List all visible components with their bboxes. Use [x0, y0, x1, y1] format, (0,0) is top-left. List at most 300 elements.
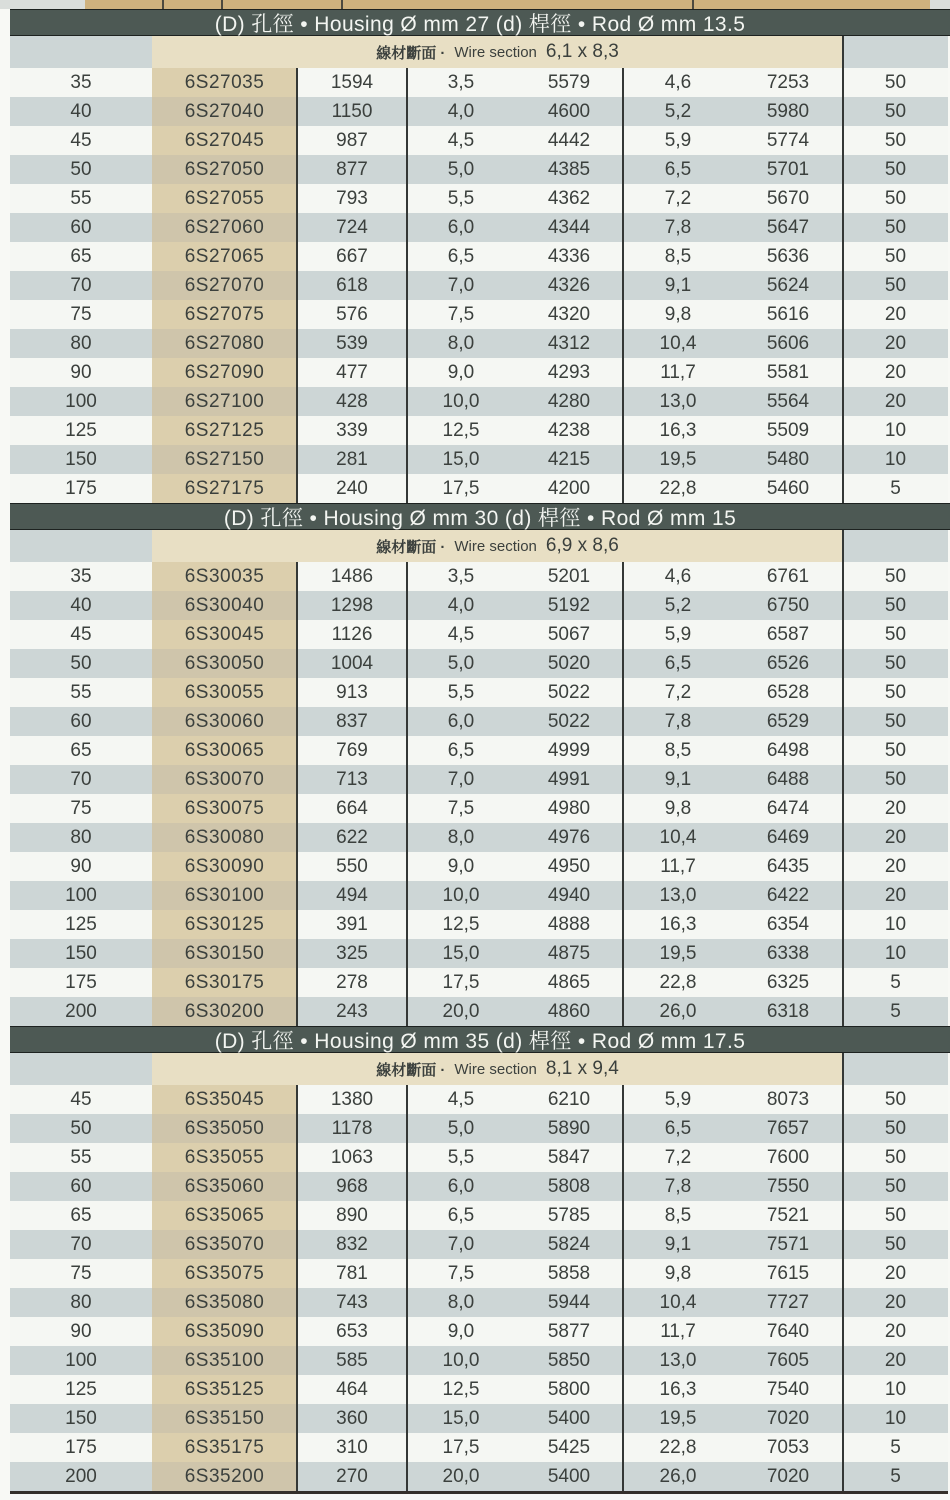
- stroke-cell: 45: [70, 624, 92, 645]
- column-divider: [842, 1053, 844, 1085]
- qty-cell: 50: [884, 246, 907, 267]
- value-cell: 428: [336, 391, 368, 412]
- table-row: [10, 881, 948, 910]
- table-row: [10, 939, 948, 968]
- stroke-cell: 175: [65, 478, 97, 499]
- divider-line: [692, 0, 694, 9]
- value-cell: 5785: [547, 1205, 591, 1226]
- part-number-cell: 6S30090: [152, 852, 297, 881]
- table-row: [10, 678, 948, 707]
- value-cell: 7605: [766, 1350, 810, 1371]
- value-cell: 5847: [547, 1147, 591, 1168]
- value-cell: 7020: [766, 1408, 810, 1429]
- part-number-cell: 6S27050: [152, 155, 297, 184]
- value-cell: 7,2: [664, 188, 692, 209]
- value-cell: 278: [336, 972, 368, 993]
- value-cell: 26,0: [659, 1001, 697, 1022]
- value-cell: 9,1: [664, 1234, 692, 1255]
- part-number-cell: 6S30065: [152, 736, 297, 765]
- table-row: [10, 1288, 948, 1317]
- value-cell: 13,0: [659, 1350, 697, 1371]
- stroke-cell: 65: [70, 246, 92, 267]
- value-cell: 4991: [547, 769, 591, 790]
- value-cell: 22,8: [659, 972, 697, 993]
- table-row: [10, 300, 948, 329]
- part-number-cell: 6S35065: [152, 1201, 297, 1230]
- value-cell: 7020: [766, 1466, 810, 1487]
- qty-cell: 50: [884, 217, 907, 238]
- value-cell: 667: [336, 246, 368, 267]
- value-cell: 1178: [331, 1118, 373, 1139]
- value-cell: 7053: [766, 1437, 810, 1458]
- value-cell: 7657: [766, 1118, 810, 1139]
- qty-cell: 50: [884, 188, 907, 209]
- value-cell: 7,5: [447, 1263, 475, 1284]
- table-row: [10, 97, 948, 126]
- value-cell: 5,2: [664, 595, 692, 616]
- value-cell: 4600: [547, 101, 591, 122]
- stroke-cell: 75: [70, 798, 92, 819]
- table-row: [10, 1201, 948, 1230]
- qty-cell: 5: [890, 478, 901, 499]
- value-cell: 4875: [547, 943, 591, 964]
- value-cell: 4442: [547, 130, 591, 151]
- value-cell: 724: [336, 217, 368, 238]
- value-cell: 4344: [547, 217, 591, 238]
- column-divider: [406, 562, 408, 1026]
- value-cell: 6,0: [447, 217, 475, 238]
- value-cell: 968: [336, 1176, 368, 1197]
- part-number-cell: 6S30175: [152, 968, 297, 997]
- table-row: [10, 387, 948, 416]
- qty-cell: 50: [884, 130, 907, 151]
- part-number-cell: 6S30100: [152, 881, 297, 910]
- value-cell: 6,5: [447, 740, 475, 761]
- qty-cell: 50: [884, 566, 907, 587]
- value-cell: 5400: [547, 1466, 591, 1487]
- qty-cell: 50: [884, 1176, 907, 1197]
- value-cell: 19,5: [659, 449, 697, 470]
- wire-section-value: 6,1 x 8,3: [545, 41, 619, 62]
- value-cell: 5,9: [664, 1089, 692, 1110]
- stroke-cell: 35: [70, 566, 92, 587]
- table-row: [10, 1230, 948, 1259]
- part-number-cell: 6S30035: [152, 562, 297, 591]
- part-number-cell: 6S35125: [152, 1375, 297, 1404]
- table-row: [10, 620, 948, 649]
- value-cell: 7253: [766, 72, 810, 93]
- value-cell: 7550: [766, 1176, 810, 1197]
- value-cell: 832: [336, 1234, 368, 1255]
- part-number-cell: 6S27065: [152, 242, 297, 271]
- value-cell: 4362: [547, 188, 591, 209]
- qty-cell: 10: [884, 449, 907, 470]
- qty-cell: 50: [884, 682, 907, 703]
- value-cell: 4312: [547, 333, 591, 354]
- section-header-bar: [10, 1026, 950, 1053]
- qty-cell: 20: [884, 798, 907, 819]
- qty-cell: 10: [884, 943, 907, 964]
- qty-cell: 20: [884, 1350, 907, 1371]
- previous-table-edge: [0, 0, 950, 9]
- column-divider: [842, 1085, 844, 1491]
- part-number-cell: 6S30125: [152, 910, 297, 939]
- stroke-cell: 55: [70, 1147, 92, 1168]
- wire-label-english: Wire section: [454, 1060, 537, 1078]
- part-number-cell: 6S27040: [152, 97, 297, 126]
- table-bottom-border: [10, 1491, 948, 1494]
- value-cell: 4320: [547, 304, 591, 325]
- qty-cell: 20: [884, 362, 907, 383]
- stroke-cell: 75: [70, 304, 92, 325]
- table-row: [10, 736, 948, 765]
- stroke-cell: 65: [70, 740, 92, 761]
- table-row: [10, 213, 948, 242]
- wire-section-label: [152, 36, 843, 68]
- part-number-cell: 6S27045: [152, 126, 297, 155]
- stroke-cell: 175: [65, 1437, 97, 1458]
- value-cell: 1063: [330, 1147, 374, 1168]
- value-cell: 1150: [331, 101, 373, 122]
- value-cell: 9,1: [664, 275, 692, 296]
- wire-row-right-panel: [843, 1053, 948, 1085]
- value-cell: 5824: [547, 1234, 591, 1255]
- table-row: [10, 329, 948, 358]
- value-cell: 6,5: [447, 1205, 475, 1226]
- value-cell: 8,0: [447, 1292, 475, 1313]
- table-row: [10, 1346, 948, 1375]
- part-number-cell: 6S35045: [152, 1085, 297, 1114]
- table-row: [10, 649, 948, 678]
- value-cell: 5192: [547, 595, 591, 616]
- table-row: [10, 1143, 948, 1172]
- stroke-cell: 175: [65, 972, 97, 993]
- value-cell: 6469: [766, 827, 810, 848]
- value-cell: 4326: [547, 275, 591, 296]
- table-row: [10, 1114, 948, 1143]
- value-cell: 7,0: [447, 275, 475, 296]
- value-cell: 5579: [547, 72, 591, 93]
- stroke-cell: 80: [70, 827, 92, 848]
- qty-cell: 10: [884, 420, 907, 441]
- qty-cell: 50: [884, 769, 907, 790]
- table-row: [10, 562, 948, 591]
- value-cell: 10,0: [442, 391, 480, 412]
- value-cell: 8073: [766, 1089, 810, 1110]
- value-cell: 877: [336, 159, 368, 180]
- value-cell: 7,0: [447, 769, 475, 790]
- table-row: [10, 997, 948, 1026]
- qty-cell: 50: [884, 740, 907, 761]
- value-cell: 3,5: [447, 72, 475, 93]
- stroke-cell: 50: [70, 1118, 92, 1139]
- table-row: [10, 968, 948, 997]
- value-cell: 5067: [547, 624, 591, 645]
- value-cell: 12,5: [442, 420, 480, 441]
- stroke-cell: 60: [70, 1176, 92, 1197]
- value-cell: 4,0: [447, 595, 475, 616]
- value-cell: 6529: [766, 711, 810, 732]
- value-cell: 7,8: [664, 217, 692, 238]
- part-number-cell: 6S30075: [152, 794, 297, 823]
- column-divider: [842, 36, 844, 68]
- value-cell: 4,5: [447, 624, 475, 645]
- value-cell: 4860: [547, 1001, 591, 1022]
- value-cell: 5980: [766, 101, 810, 122]
- part-number-cell: 6S35200: [152, 1462, 297, 1491]
- value-cell: 5636: [766, 246, 810, 267]
- stroke-cell: 90: [70, 1321, 92, 1342]
- stroke-cell: 65: [70, 1205, 92, 1226]
- value-cell: 5606: [766, 333, 810, 354]
- stroke-cell: 150: [65, 1408, 97, 1429]
- table-row: [10, 852, 948, 881]
- column-divider: [842, 562, 844, 1026]
- qty-cell: 20: [884, 827, 907, 848]
- qty-cell: 50: [884, 624, 907, 645]
- value-cell: 5701: [766, 159, 810, 180]
- qty-cell: 50: [884, 275, 907, 296]
- value-cell: 6422: [766, 885, 810, 906]
- part-number-cell: 6S27150: [152, 445, 297, 474]
- stroke-cell: 60: [70, 217, 92, 238]
- value-cell: 7,8: [664, 711, 692, 732]
- value-cell: 713: [336, 769, 368, 790]
- value-cell: 26,0: [659, 1466, 697, 1487]
- value-cell: 16,3: [659, 1379, 697, 1400]
- qty-cell: 20: [884, 333, 907, 354]
- value-cell: 20,0: [442, 1466, 480, 1487]
- value-cell: 16,3: [659, 420, 697, 441]
- divider-line: [162, 0, 164, 9]
- qty-cell: 50: [884, 653, 907, 674]
- value-cell: 6498: [766, 740, 810, 761]
- value-cell: 4280: [547, 391, 591, 412]
- qty-cell: 50: [884, 1205, 907, 1226]
- value-cell: 5564: [766, 391, 810, 412]
- value-cell: 4,0: [447, 101, 475, 122]
- value-cell: 11,7: [660, 362, 696, 383]
- wire-label-chinese: 線材斷面 ·: [376, 44, 446, 62]
- wire-section-value: 6,9 x 8,6: [545, 535, 619, 556]
- wire-row-left-panel: [10, 1053, 152, 1085]
- value-cell: 8,0: [447, 333, 475, 354]
- value-cell: 7615: [766, 1263, 810, 1284]
- table-row: [10, 591, 948, 620]
- part-number-cell: 6S27055: [152, 184, 297, 213]
- value-cell: 4980: [547, 798, 591, 819]
- stroke-cell: 100: [65, 1350, 97, 1371]
- part-number-cell: 6S30050: [152, 649, 297, 678]
- stroke-cell: 70: [70, 275, 92, 296]
- value-cell: 4950: [547, 856, 591, 877]
- qty-cell: 20: [884, 1263, 907, 1284]
- value-cell: 6,5: [664, 653, 692, 674]
- divider-line: [341, 0, 343, 9]
- wire-section-row: [10, 1053, 948, 1085]
- value-cell: 781: [336, 1263, 368, 1284]
- stroke-cell: 40: [70, 101, 92, 122]
- column-divider: [296, 1085, 298, 1491]
- table-row: [10, 271, 948, 300]
- value-cell: 5,0: [447, 653, 475, 674]
- value-cell: 5858: [547, 1263, 591, 1284]
- value-cell: 6325: [766, 972, 810, 993]
- part-number-cell: 6S27125: [152, 416, 297, 445]
- value-cell: 9,8: [664, 798, 692, 819]
- value-cell: 5480: [766, 449, 810, 470]
- value-cell: 12,5: [442, 914, 480, 935]
- qty-cell: 5: [890, 1001, 901, 1022]
- section-header-text: (D) 孔徑 • Housing Ø mm 30 (d) 桿徑 • Rod Ø mm 15: [223, 506, 737, 530]
- table-row: [10, 765, 948, 794]
- value-cell: 6210: [547, 1089, 591, 1110]
- stroke-cell: 150: [65, 449, 97, 470]
- value-cell: 9,0: [447, 1321, 475, 1342]
- value-cell: 13,0: [659, 391, 697, 412]
- value-cell: 270: [336, 1466, 368, 1487]
- section-rows: [10, 68, 948, 503]
- column-divider: [622, 562, 624, 1026]
- value-cell: 4215: [547, 449, 591, 470]
- qty-cell: 10: [884, 914, 907, 935]
- value-cell: 5425: [547, 1437, 591, 1458]
- part-number-cell: 6S27070: [152, 271, 297, 300]
- value-cell: 5022: [547, 682, 591, 703]
- part-number-cell: 6S35060: [152, 1172, 297, 1201]
- stroke-cell: 35: [70, 72, 92, 93]
- value-cell: 550: [336, 856, 368, 877]
- value-cell: 743: [336, 1292, 368, 1313]
- value-cell: 5800: [547, 1379, 591, 1400]
- stroke-cell: 125: [65, 1379, 97, 1400]
- value-cell: 5647: [766, 217, 810, 238]
- stroke-cell: 80: [70, 333, 92, 354]
- table-row: [10, 910, 948, 939]
- value-cell: 17,5: [442, 478, 480, 499]
- qty-cell: 20: [884, 885, 907, 906]
- section-header-text: (D) 孔徑 • Housing Ø mm 35 (d) 桿徑 • Rod Ø mm 17.5: [214, 1029, 746, 1053]
- value-cell: 310: [336, 1437, 368, 1458]
- table-row: [10, 823, 948, 852]
- part-number-cell: 6S35075: [152, 1259, 297, 1288]
- stroke-cell: 60: [70, 711, 92, 732]
- stroke-cell: 100: [65, 391, 97, 412]
- value-cell: 17,5: [442, 1437, 480, 1458]
- value-cell: 10,4: [659, 827, 697, 848]
- value-cell: 5850: [547, 1350, 591, 1371]
- value-cell: 19,5: [659, 1408, 697, 1429]
- part-number-cell: 6S30045: [152, 620, 297, 649]
- value-cell: 4976: [547, 827, 591, 848]
- value-cell: 5,9: [664, 624, 692, 645]
- table-row: [10, 1259, 948, 1288]
- value-cell: 4999: [547, 740, 591, 761]
- qty-cell: 5: [890, 1466, 901, 1487]
- table-row: [10, 1375, 948, 1404]
- value-cell: 6338: [766, 943, 810, 964]
- table-row: [10, 242, 948, 271]
- value-cell: 5022: [547, 711, 591, 732]
- value-cell: 7,2: [664, 1147, 692, 1168]
- value-cell: 10,0: [442, 1350, 480, 1371]
- stroke-cell: 125: [65, 914, 97, 935]
- value-cell: 360: [336, 1408, 368, 1429]
- value-cell: 7600: [766, 1147, 810, 1168]
- value-cell: 7540: [766, 1379, 810, 1400]
- table-row: [10, 445, 948, 474]
- qty-cell: 50: [884, 159, 907, 180]
- housing-section-3: [0, 1026, 950, 1491]
- wire-section-row: [10, 530, 948, 562]
- section-rows: [10, 562, 948, 1026]
- stroke-cell: 45: [70, 1089, 92, 1110]
- stroke-cell: 55: [70, 682, 92, 703]
- part-number-cell: 6S35055: [152, 1143, 297, 1172]
- part-number-cell: 6S27090: [152, 358, 297, 387]
- catalog-table: [0, 9, 950, 1491]
- qty-cell: 50: [884, 72, 907, 93]
- value-cell: 6474: [766, 798, 810, 819]
- table-row: [10, 126, 948, 155]
- part-number-cell: 6S30070: [152, 765, 297, 794]
- stroke-cell: 100: [65, 885, 97, 906]
- part-number-cell: 6S30040: [152, 591, 297, 620]
- stroke-cell: 45: [70, 130, 92, 151]
- value-cell: 5,0: [447, 1118, 475, 1139]
- qty-cell: 50: [884, 1118, 907, 1139]
- value-cell: 5774: [766, 130, 810, 151]
- value-cell: 6,5: [447, 246, 475, 267]
- qty-cell: 50: [884, 1089, 907, 1110]
- value-cell: 339: [336, 420, 368, 441]
- housing-section-1: [0, 9, 950, 503]
- qty-cell: 20: [884, 304, 907, 325]
- stroke-cell: 70: [70, 769, 92, 790]
- value-cell: 4293: [547, 362, 591, 383]
- table-row: [10, 68, 948, 97]
- stroke-cell: 55: [70, 188, 92, 209]
- qty-cell: 20: [884, 391, 907, 412]
- value-cell: 7,5: [447, 798, 475, 819]
- value-cell: 1298: [330, 595, 374, 616]
- divider-line: [221, 0, 223, 9]
- value-cell: 9,1: [664, 769, 692, 790]
- value-cell: 22,8: [659, 478, 697, 499]
- qty-cell: 20: [884, 1321, 907, 1342]
- value-cell: 5,2: [664, 101, 692, 122]
- value-cell: 653: [336, 1321, 368, 1342]
- qty-cell: 50: [884, 1147, 907, 1168]
- value-cell: 7,2: [664, 682, 692, 703]
- part-number-cell: 6S35100: [152, 1346, 297, 1375]
- value-cell: 12,5: [442, 1379, 480, 1400]
- table-row: [10, 155, 948, 184]
- value-cell: 20,0: [442, 1001, 480, 1022]
- qty-cell: 10: [884, 1379, 907, 1400]
- stroke-cell: 40: [70, 595, 92, 616]
- part-number-cell: 6S27175: [152, 474, 297, 503]
- stroke-cell: 50: [70, 653, 92, 674]
- value-cell: 4336: [547, 246, 591, 267]
- value-cell: 793: [336, 188, 368, 209]
- value-cell: 15,0: [442, 1408, 480, 1429]
- value-cell: 6,0: [447, 1176, 475, 1197]
- value-cell: 4888: [547, 914, 591, 935]
- value-cell: 6354: [766, 914, 810, 935]
- table-row: [10, 1462, 948, 1491]
- value-cell: 5201: [547, 566, 591, 587]
